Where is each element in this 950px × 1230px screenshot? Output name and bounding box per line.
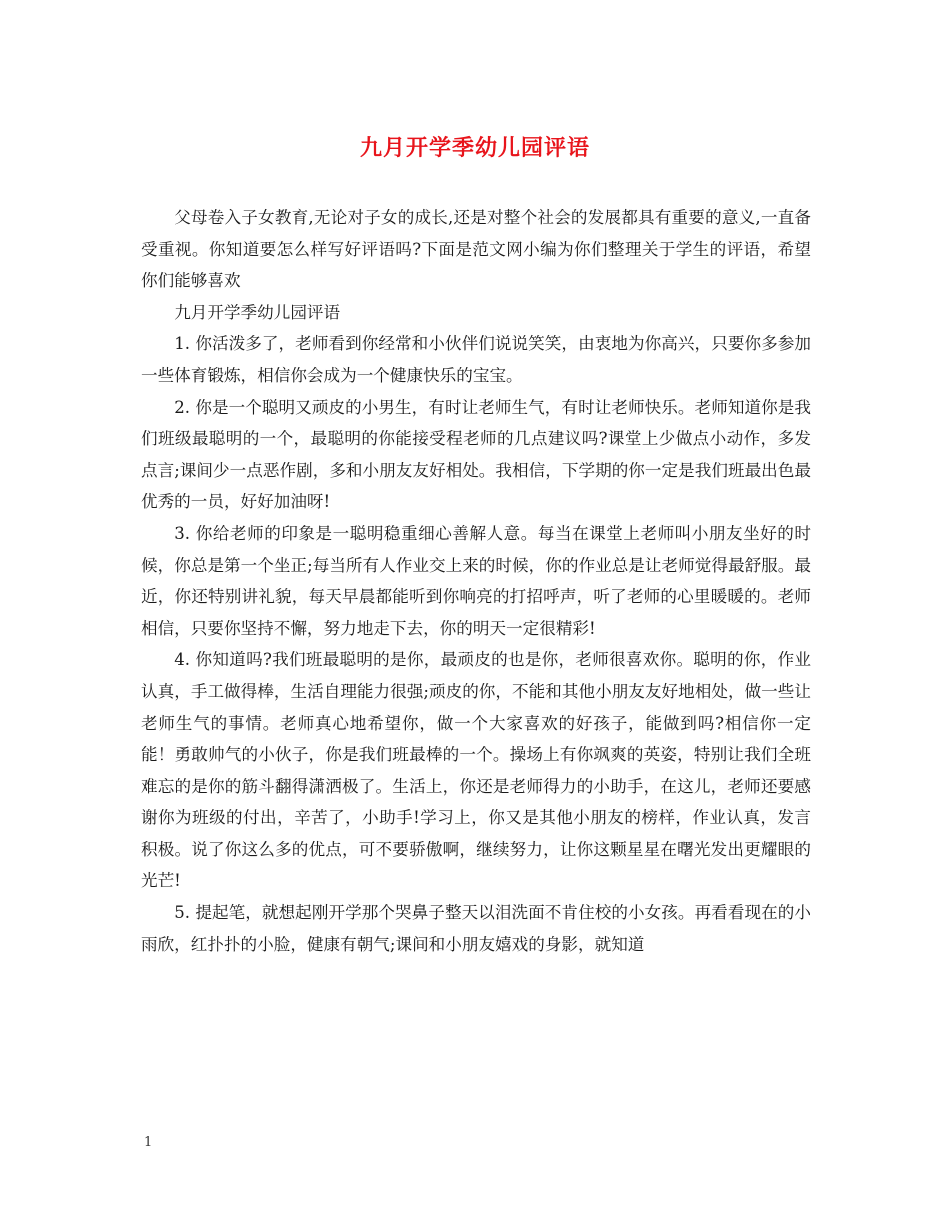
comment-item-5: 5. 提起笔，就想起刚开学那个哭鼻子整天以泪洗面不肯住校的小女孩。再看看现在的小雨欣，红扑扑的小脸，健康有朝气;课间和小朋友嬉戏的身影，就知道 <box>141 903 811 954</box>
section-heading: 九月开学季幼儿园评语 <box>174 302 341 322</box>
comment-item-1: 1. 你活泼多了，老师看到你经常和小伙伴们说说笑笑，由衷地为你高兴，只要你多参加一些体育锻炼，相信你会成为一个健康快乐的宝宝。 <box>141 334 811 385</box>
document-title: 九月开学季幼儿园评语 <box>359 135 590 161</box>
comment-item-4: 4. 你知道吗?我们班最聪明的是你，最顽皮的也是你，老师很喜欢你。聪明的你，作业认真，手工做得棒，生活自理能力很强;顽皮的你，不能和其他小朋友友好地相处，做一些让老师生气的事情。老师真心地希望你，做一个大家喜欢的好孩子，能做到吗?相信你一定能！勇敢帅气的小伙子，你是我们班最棒的一个。操场上有你飒爽的英姿，特别让我们全班难忘的是你的筋斗翻得潇洒极了。生活上，你还是老师得力的小助手，在这儿，老师还要感谢你为班级的付出，辛苦了，小助手!学习上，你又是其他小朋友的榜样，作业认真，发言积极。说了你这么多的优点，可不要骄傲啊，继续努力，让你这颗星星在曙光发出更耀眼的光芒! <box>141 650 811 891</box>
intro-paragraph: 父母卷入子女教育,无论对子女的成长,还是对整个社会的发展都具有重要的意义,一直备受重视。你知道要怎么样写好评语吗?下面是范文网小编为你们整理关于学生的评语，希望你们能够喜欢 <box>141 208 811 291</box>
comment-item-3: 3. 你给老师的印象是一聪明稳重细心善解人意。每当在课堂上老师叫小朋友坐好的时候，你总是第一个坐正;每当所有人作业交上来的时候，你的作业总是让老师觉得最舒服。最近，你还特别讲礼貌，每天早晨都能听到你响亮的打招呼声，听了老师的心里暖暖的。老师相信，只要你坚持不懈，努力地走下去，你的明天一定很精彩! <box>141 523 811 638</box>
comment-item-2: 2. 你是一个聪明又顽皮的小男生，有时让老师生气，有时让老师快乐。老师知道你是我们班级最聪明的一个，最聪明的你能接受程老师的几点建议吗?课堂上少做点小动作，多发点言;课间少一点恶作剧，多和小朋友友好相处。我相信，下学期的你一定是我们班最出色最优秀的一员，好好加油呀! <box>141 397 811 512</box>
page-number: 1 <box>144 1135 153 1150</box>
document-body <box>141 202 811 960</box>
